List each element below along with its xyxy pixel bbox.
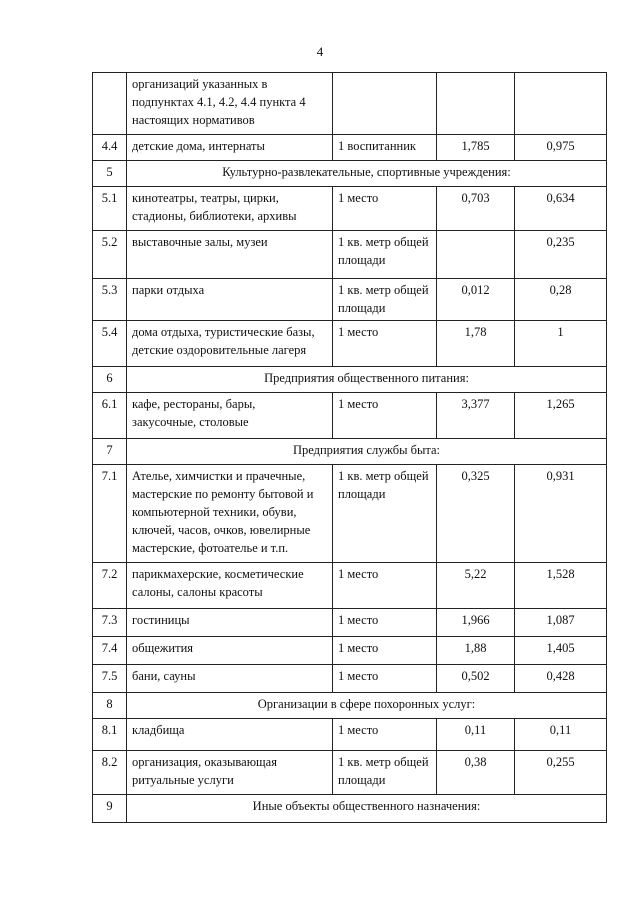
- table-row: [93, 637, 607, 665]
- table-row: [93, 563, 607, 609]
- row-name-cell: организация, оказывающая ритуальные услуги: [127, 751, 333, 795]
- row-unit-cell: 1 место: [333, 563, 437, 609]
- row-number-cell: 7.5: [93, 665, 127, 693]
- row-name-cell: парикмахерские, косметические салоны, салоны красоты: [127, 563, 333, 609]
- row-name-cell: кафе, рестораны, бары, закусочные, столовые: [127, 393, 333, 439]
- section-title-cell: Организации в сфере похоронных услуг:: [127, 693, 607, 719]
- row-value2-cell: 0,634: [515, 187, 607, 231]
- row-unit-cell: 1 место: [333, 609, 437, 637]
- table-row: [93, 73, 607, 135]
- row-name-cell: кинотеатры, театры, цирки, стадионы, библиотеки, архивы: [127, 187, 333, 231]
- row-unit-cell: 1 кв. метр общей площади: [333, 751, 437, 795]
- row-unit-cell: [333, 73, 437, 135]
- row-unit-cell: 1 место: [333, 187, 437, 231]
- row-value2-cell: 0,255: [515, 751, 607, 795]
- section-title-cell: Культурно-развлекательные, спортивные учреждения:: [127, 161, 607, 187]
- norms-table-body: [93, 73, 607, 823]
- row-unit-cell: 1 кв. метр общей площади: [333, 465, 437, 563]
- row-value2-cell: 1,528: [515, 563, 607, 609]
- table-row: [93, 751, 607, 795]
- row-number-cell: 7.1: [93, 465, 127, 563]
- row-unit-cell: 1 место: [333, 321, 437, 367]
- table-row: [93, 135, 607, 161]
- table-row: [93, 719, 607, 751]
- row-unit-cell: 1 место: [333, 637, 437, 665]
- row-name-cell: парки отдыха: [127, 279, 333, 321]
- row-value2-cell: 1,087: [515, 609, 607, 637]
- row-value2-cell: 0,975: [515, 135, 607, 161]
- section-title-cell: Иные объекты общественного назначения:: [127, 795, 607, 823]
- row-value2-cell: 1,405: [515, 637, 607, 665]
- row-value2-cell: 0,235: [515, 231, 607, 279]
- row-value1-cell: 1,966: [437, 609, 515, 637]
- row-value2-cell: 0,931: [515, 465, 607, 563]
- row-name-cell: Ателье, химчистки и прачечные, мастерские по ремонту бытовой и компьютерной техники, обуви, ключей, часов, очков, ювелирные мастерские, фотоателье и т.п.: [127, 465, 333, 563]
- row-name-cell: бани, сауны: [127, 665, 333, 693]
- table-row: [93, 231, 607, 279]
- row-unit-cell: 1 место: [333, 393, 437, 439]
- row-number-cell: 5.2: [93, 231, 127, 279]
- table-row: [93, 187, 607, 231]
- section-title-cell: Предприятия общественного питания:: [127, 367, 607, 393]
- row-value1-cell: 1,88: [437, 637, 515, 665]
- row-value1-cell: 0,703: [437, 187, 515, 231]
- row-value2-cell: 0,428: [515, 665, 607, 693]
- row-value1-cell: 1,785: [437, 135, 515, 161]
- page-number: 4: [316, 44, 324, 59]
- row-name-cell: выставочные залы, музеи: [127, 231, 333, 279]
- row-value1-cell: 1,78: [437, 321, 515, 367]
- row-value1-cell: [437, 231, 515, 279]
- section-number-cell: 5: [93, 161, 127, 187]
- row-value1-cell: 0,11: [437, 719, 515, 751]
- row-number-cell: [93, 73, 127, 135]
- table-row: [93, 609, 607, 637]
- row-name-cell: детские дома, интернаты: [127, 135, 333, 161]
- row-unit-cell: 1 кв. метр общей площади: [333, 279, 437, 321]
- row-unit-cell: 1 кв. метр общей площади: [333, 231, 437, 279]
- section-number-cell: 9: [93, 795, 127, 823]
- row-name-cell: организаций указанных в подпунктах 4.1, 4.2, 4.4 пункта 4 настоящих нормативов: [127, 73, 333, 135]
- row-name-cell: кладбища: [127, 719, 333, 751]
- row-value2-cell: [515, 73, 607, 135]
- row-unit-cell: 1 место: [333, 719, 437, 751]
- row-number-cell: 8.1: [93, 719, 127, 751]
- row-name-cell: общежития: [127, 637, 333, 665]
- row-number-cell: 7.2: [93, 563, 127, 609]
- row-value1-cell: 0,012: [437, 279, 515, 321]
- section-row: [93, 693, 607, 719]
- row-value2-cell: 0,28: [515, 279, 607, 321]
- row-unit-cell: 1 место: [333, 665, 437, 693]
- section-row: [93, 161, 607, 187]
- row-value1-cell: 3,377: [437, 393, 515, 439]
- table-row: [93, 465, 607, 563]
- norms-table: [92, 72, 607, 823]
- section-row: [93, 795, 607, 823]
- row-number-cell: 6.1: [93, 393, 127, 439]
- row-name-cell: дома отдыха, туристические базы, детские оздоровительные лагеря: [127, 321, 333, 367]
- row-number-cell: 8.2: [93, 751, 127, 795]
- row-value1-cell: 0,325: [437, 465, 515, 563]
- table-row: [93, 321, 607, 367]
- row-value2-cell: 0,11: [515, 719, 607, 751]
- row-unit-cell: 1 воспитанник: [333, 135, 437, 161]
- row-value1-cell: 0,502: [437, 665, 515, 693]
- row-value1-cell: 0,38: [437, 751, 515, 795]
- section-number-cell: 8: [93, 693, 127, 719]
- table-row: [93, 279, 607, 321]
- row-value1-cell: [437, 73, 515, 135]
- row-number-cell: 7.4: [93, 637, 127, 665]
- section-number-cell: 6: [93, 367, 127, 393]
- table-row: [93, 665, 607, 693]
- section-number-cell: 7: [93, 439, 127, 465]
- section-title-cell: Предприятия службы быта:: [127, 439, 607, 465]
- row-value1-cell: 5,22: [437, 563, 515, 609]
- row-number-cell: 4.4: [93, 135, 127, 161]
- row-value2-cell: 1: [515, 321, 607, 367]
- row-number-cell: 7.3: [93, 609, 127, 637]
- section-row: [93, 439, 607, 465]
- row-number-cell: 5.4: [93, 321, 127, 367]
- row-value2-cell: 1,265: [515, 393, 607, 439]
- section-row: [93, 367, 607, 393]
- row-number-cell: 5.3: [93, 279, 127, 321]
- table-row: [93, 393, 607, 439]
- row-number-cell: 5.1: [93, 187, 127, 231]
- row-name-cell: гостиницы: [127, 609, 333, 637]
